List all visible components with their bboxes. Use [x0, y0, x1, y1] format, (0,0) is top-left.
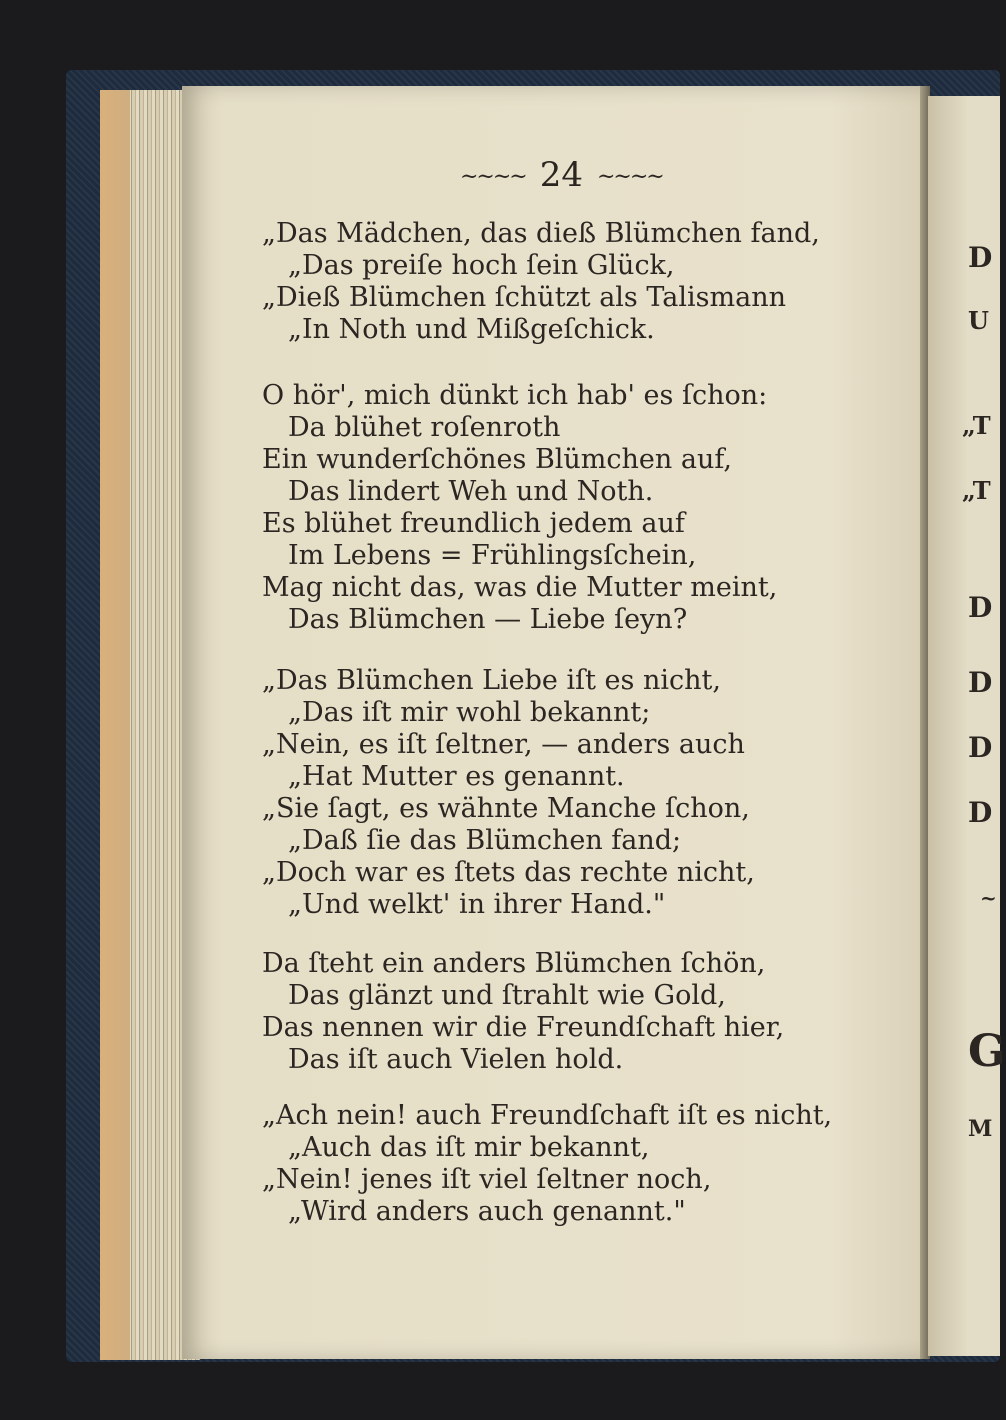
edge-letter: D — [968, 796, 993, 829]
verse-line: „Das iſt mir wohl bekannt; — [288, 697, 651, 728]
stanza-1 — [262, 218, 902, 346]
verse-line: „Wird anders auch genannt." — [288, 1196, 686, 1227]
edge-letter: D — [968, 731, 993, 764]
verse-line: Im Lebens = Frühlingsſchein, — [288, 540, 697, 571]
edge-letter: G — [968, 1026, 1006, 1077]
verse-line: „Das Mädchen, das dieß Blümchen fand, — [262, 218, 820, 249]
verse-line: „In Noth und Mißgeſchick. — [288, 314, 655, 345]
edge-letter: D — [968, 591, 993, 624]
stanza-2 — [262, 380, 902, 636]
page-number: 24 — [539, 155, 583, 195]
header-ornament-left: ~~~~ — [460, 164, 526, 190]
edge-letter: D — [968, 241, 993, 274]
verse-line: „Daß ſie das Blümchen fand; — [288, 825, 682, 856]
edge-letter: „T — [962, 476, 991, 505]
next-page-edge — [928, 96, 1006, 1356]
verse-line: Es blühet freundlich jedem auf — [262, 508, 685, 539]
verse-line: Das iſt auch Vielen hold. — [288, 1044, 624, 1075]
verse-line: Das nennen wir die Freundſchaft hier, — [262, 1012, 785, 1043]
verse-line: Das Blümchen — Liebe ſeyn? — [288, 604, 688, 635]
verse-line: „Auch das iſt mir bekannt, — [288, 1132, 650, 1163]
verse-line: „Hat Mutter es genannt. — [288, 761, 625, 792]
verse-line: „Ach nein! auch Freundſchaft iſt es nicht, — [262, 1100, 833, 1131]
verse-line: Mag nicht das, was die Mutter meint, — [262, 572, 778, 603]
verse-line: „Nein, es iſt ſeltner, — anders auch — [262, 729, 745, 760]
verse-line: „Nein! jenes iſt viel ſeltner noch, — [262, 1164, 712, 1195]
edge-letter: U — [968, 306, 989, 335]
page-edges-inner — [100, 90, 130, 1360]
verse-line: „Sie ſagt, es wähnte Manche ſchon, — [262, 793, 750, 824]
verse-line: „Das Blümchen Liebe iſt es nicht, — [262, 665, 721, 696]
verse-line: „Doch war es ſtets das rechte nicht, — [262, 857, 755, 888]
verse-line: Da ſteht ein anders Blümchen ſchön, — [262, 948, 766, 979]
edge-ornament: ~ — [980, 886, 997, 910]
header-ornament-right: ~~~~ — [597, 164, 663, 190]
stanza-5 — [262, 1100, 902, 1228]
edge-letter: M — [968, 1116, 993, 1142]
verse-line: O hör', mich dünkt ich hab' es ſchon: — [262, 380, 768, 411]
edge-letter: „T — [962, 411, 991, 440]
verse-line: Das glänzt und ſtrahlt wie Gold, — [288, 980, 726, 1011]
verse-line: „Das preiſe hoch ſein Glück, — [288, 250, 675, 281]
page-header — [460, 155, 760, 195]
verse-line: Da blühet roſenroth — [288, 412, 561, 443]
edge-letter: D — [968, 666, 993, 699]
verse-line: „Und welkt' in ihrer Hand." — [288, 889, 666, 920]
stanza-4 — [262, 948, 902, 1076]
verse-line: Das lindert Weh und Noth. — [288, 476, 654, 507]
stanza-3 — [262, 665, 902, 921]
verse-line: Ein wunderſchönes Blümchen auf, — [262, 444, 732, 475]
verse-line: „Dieß Blümchen ſchützt als Talismann — [262, 282, 786, 313]
